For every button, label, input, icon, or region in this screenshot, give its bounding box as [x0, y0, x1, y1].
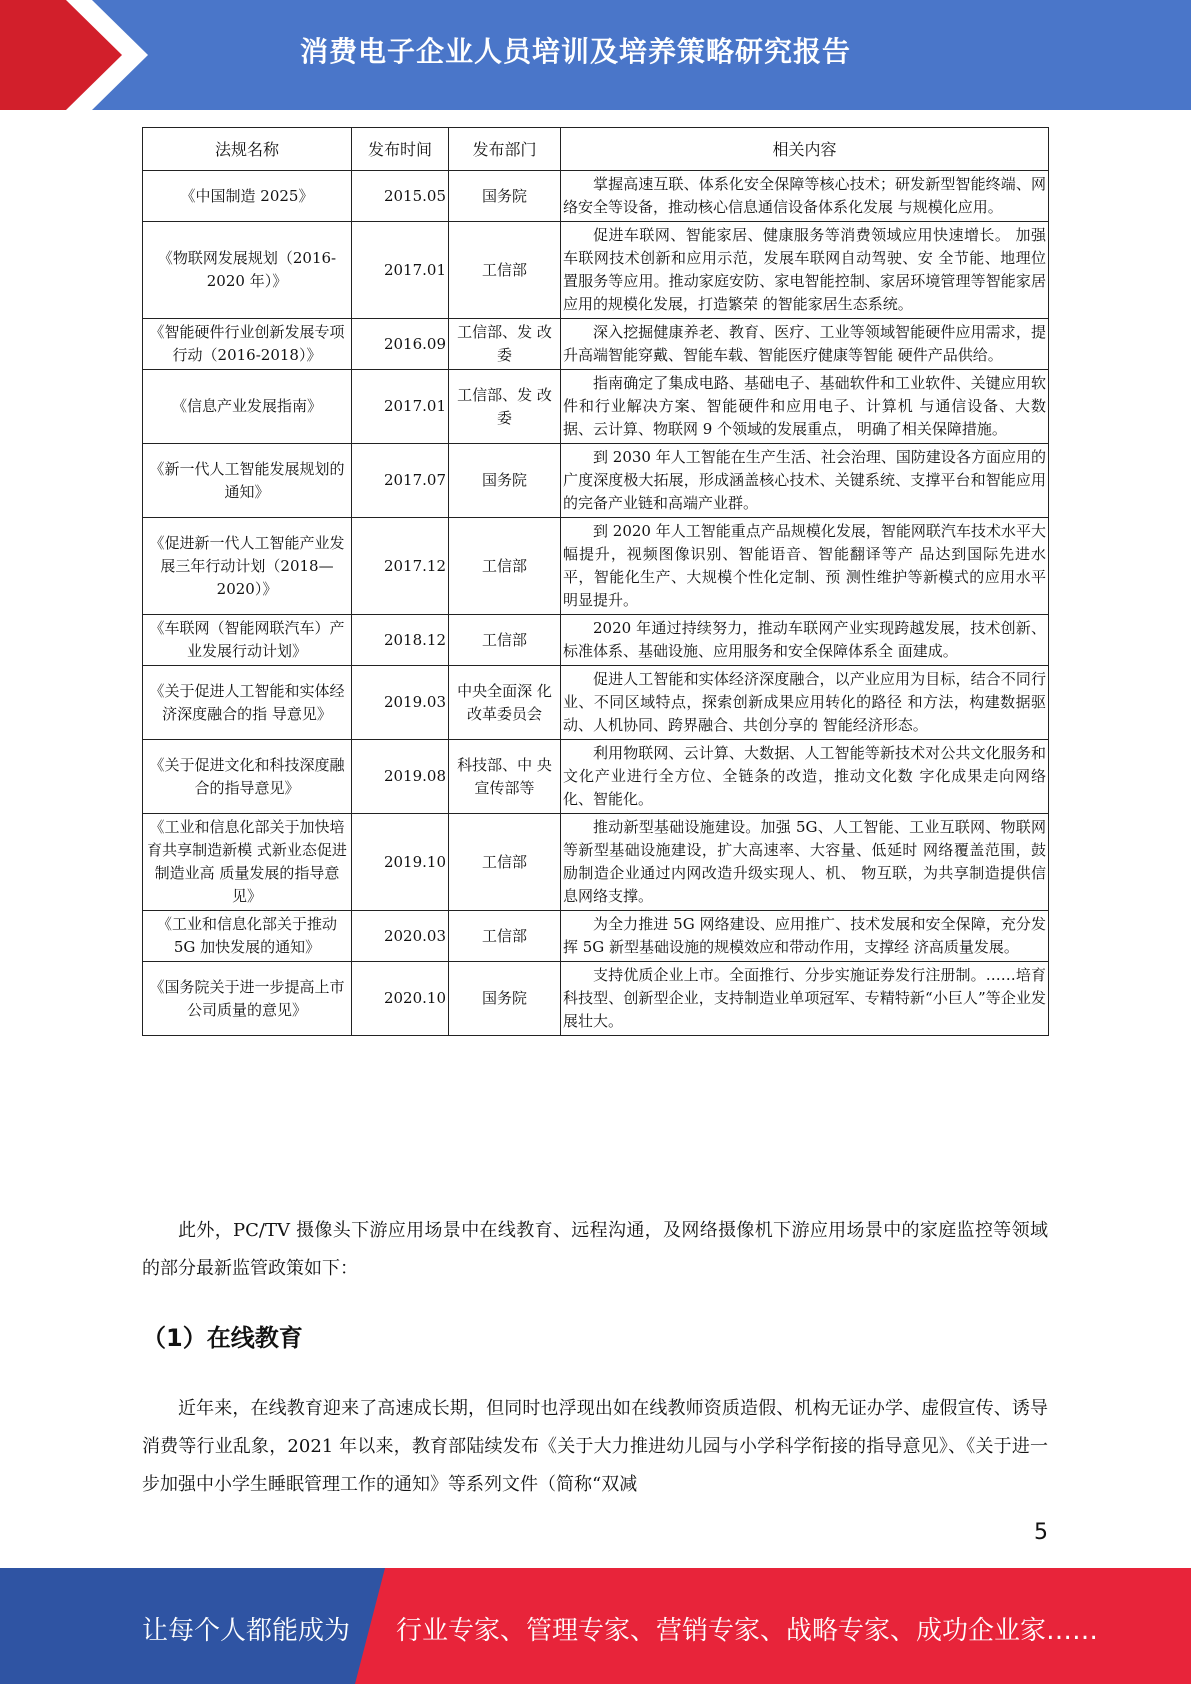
column-header-dept: 发布部门 — [449, 128, 561, 171]
release-date: 2015.05 — [352, 171, 449, 222]
column-header-date: 发布时间 — [352, 128, 449, 171]
release-date: 2018.12 — [352, 615, 449, 666]
column-header-content: 相关内容 — [561, 128, 1049, 171]
page-header — [0, 0, 1191, 110]
release-date: 2017.07 — [352, 444, 449, 518]
related-content: 2020 年通过持续努力，推动车联网产业实现跨越发展，技术创新、标准体系、基础设施、应用服务和安全保障体系全 面建成。 — [561, 615, 1049, 666]
table-row — [143, 444, 1049, 518]
release-dept: 工信部、发 改委 — [449, 370, 561, 444]
table-row — [143, 740, 1049, 814]
release-dept: 科技部、中 央宣传部等 — [449, 740, 561, 814]
release-date: 2016.09 — [352, 319, 449, 370]
release-dept: 中央全面深 化改革委员会 — [449, 666, 561, 740]
related-content: 支持优质企业上市。全面推行、分步实施证券发行注册制。……培育科技型、创新型企业，支持制造业单项冠军、专精特新“小巨人”等企业发展壮大。 — [561, 962, 1049, 1036]
related-content: 利用物联网、云计算、大数据、人工智能等新技术对公共文化服务和文化产业进行全方位、全链条的改造，推动文化数 字化成果走向网络化、智能化。 — [561, 740, 1049, 814]
release-dept: 国务院 — [449, 962, 561, 1036]
regulation-name: 《中国制造 2025》 — [143, 171, 352, 222]
release-date: 2020.10 — [352, 962, 449, 1036]
table-row — [143, 962, 1049, 1036]
body-paragraph-online-education: 近年来，在线教育迎来了高速成长期，但同时也浮现出如在线教师资质造假、机构无证办学、虚假宣传、诱导消费等行业乱象，2021 年以来，教育部陆续发布《关于大力推进幼儿园与小学科学衔接的指导意见》、《关于进一步加强中小学生睡眠管理工作的通知》等系列文件（简称“双减 — [142, 1398, 1048, 1495]
section-heading-online-education: （1）在线教育 — [142, 1324, 303, 1352]
release-date: 2017.12 — [352, 518, 449, 615]
page-number: 5 — [1034, 1520, 1048, 1545]
regulation-name: 《智能硬件行业创新发展专项行动（2016-2018）》 — [143, 319, 352, 370]
release-dept: 国务院 — [449, 171, 561, 222]
regulation-name: 《信息产业发展指南》 — [143, 370, 352, 444]
release-date: 2017.01 — [352, 370, 449, 444]
release-dept: 国务院 — [449, 444, 561, 518]
page-footer — [0, 1568, 1191, 1684]
policy-table — [142, 127, 1049, 1036]
regulation-name: 《工业和信息化部关于加快培育共享制造新模 式新业态促进制造业高 质量发展的指导意见》 — [143, 814, 352, 911]
related-content: 促进人工智能和实体经济深度融合，以产业应用为目标，结合不同行业、不同区域特点，探索创新成果应用转化的路径 和方法，构建数据驱动、人机协同、跨界融合、共创分享的 智能经济形态。 — [561, 666, 1049, 740]
chevron-icon — [0, 0, 150, 110]
regulation-name: 《关于促进人工智能和实体经济深度融合的指 导意见》 — [143, 666, 352, 740]
regulation-name: 《工业和信息化部关于推动 5G 加快发展的通知》 — [143, 911, 352, 962]
release-dept: 工信部 — [449, 911, 561, 962]
regulation-name: 《国务院关于进一步提高上市公司质量的意见》 — [143, 962, 352, 1036]
regulation-name: 《新一代人工智能发展规划的通知》 — [143, 444, 352, 518]
regulation-name: 《促进新一代人工智能产业发展三年行动计划（2018—2020）》 — [143, 518, 352, 615]
related-content: 掌握高速互联、体系化安全保障等核心技术；研发新型智能终端、网络安全等设备，推动核心信息通信设备体系化发展 与规模化应用。 — [561, 171, 1049, 222]
release-date: 2020.03 — [352, 911, 449, 962]
release-dept: 工信部 — [449, 518, 561, 615]
release-dept: 工信部、发 改委 — [449, 319, 561, 370]
regulation-name: 《车联网（智能网联汽车）产业发展行动计划》 — [143, 615, 352, 666]
regulation-name: 《物联网发展规划（2016-2020 年）》 — [143, 222, 352, 319]
regulation-name: 《关于促进文化和科技深度融合的指导意见》 — [143, 740, 352, 814]
table-row — [143, 814, 1049, 911]
table-row — [143, 370, 1049, 444]
related-content: 促进车联网、智能家居、健康服务等消费领域应用快速增长。 加强车联网技术创新和应用示范，发展车联网自动驾驶、安 全节能、地理位置服务等应用。推动家庭安防、家电智能控制、家居环境管理等智能家居应用的规模化发展，打造繁荣 的智能家居生态系统。 — [561, 222, 1049, 319]
related-content: 推动新型基础设施建设。加强 5G、人工智能、工业互联网、物联网等新型基础设施建设，扩大高速率、大容量、低延时 网络覆盖范围，鼓励制造企业通过内网改造升级实现人、机、 物互联，为共享制造提供信息网络支撑。 — [561, 814, 1049, 911]
table-row — [143, 666, 1049, 740]
release-date: 2017.01 — [352, 222, 449, 319]
table-row — [143, 911, 1049, 962]
related-content: 到 2030 年人工智能在生产生活、社会治理、国防建设各方面应用的广度深度极大拓展，形成涵盖核心技术、关键系统、支撑平台和智能应用的完备产业链和高端产业群。 — [561, 444, 1049, 518]
related-content: 指南确定了集成电路、基础电子、基础软件和工业软件、关键应用软件和行业解决方案、智能硬件和应用电子、计算机 与通信设备、大数据、云计算、物联网 9 个领域的发展重点， 明确了相关保障措施。 — [561, 370, 1049, 444]
table-row — [143, 518, 1049, 615]
release-date: 2019.08 — [352, 740, 449, 814]
table-row — [143, 222, 1049, 319]
report-title: 消费电子企业人员培训及培养策略研究报告 — [300, 35, 852, 68]
table-row — [143, 171, 1049, 222]
table-row — [143, 319, 1049, 370]
release-date: 2019.03 — [352, 666, 449, 740]
footer-slogan-left: 让每个人都能成为 — [142, 1616, 351, 1646]
related-content: 深入挖掘健康养老、教育、医疗、工业等领域智能硬件应用需求，提升高端智能穿戴、智能车载、智能医疗健康等智能 硬件产品供给。 — [561, 319, 1049, 370]
release-dept: 工信部 — [449, 615, 561, 666]
release-dept: 工信部 — [449, 814, 561, 911]
table-row — [143, 615, 1049, 666]
table-header-row — [143, 128, 1049, 171]
body-paragraph-intro: 此外，PC/TV 摄像头下游应用场景中在线教育、远程沟通，及网络摄像机下游应用场景中的家庭监控等领域的部分最新监管政策如下： — [142, 1220, 1048, 1279]
column-header-name: 法规名称 — [143, 128, 352, 171]
release-date: 2019.10 — [352, 814, 449, 911]
footer-slogan-right: 行业专家、管理专家、营销专家、战略专家、成功企业家…… — [396, 1616, 1099, 1646]
release-dept: 工信部 — [449, 222, 561, 319]
related-content: 到 2020 年人工智能重点产品规模化发展，智能网联汽车技术水平大幅提升，视频图像识别、智能语音、智能翻译等产 品达到国际先进水平，智能化生产、大规模个性化定制、预 测性维护等新模式的应用水平明显提升。 — [561, 518, 1049, 615]
related-content: 为全力推进 5G 网络建设、应用推广、技术发展和安全保障，充分发挥 5G 新型基础设施的规模效应和带动作用，支撑经 济高质量发展。 — [561, 911, 1049, 962]
